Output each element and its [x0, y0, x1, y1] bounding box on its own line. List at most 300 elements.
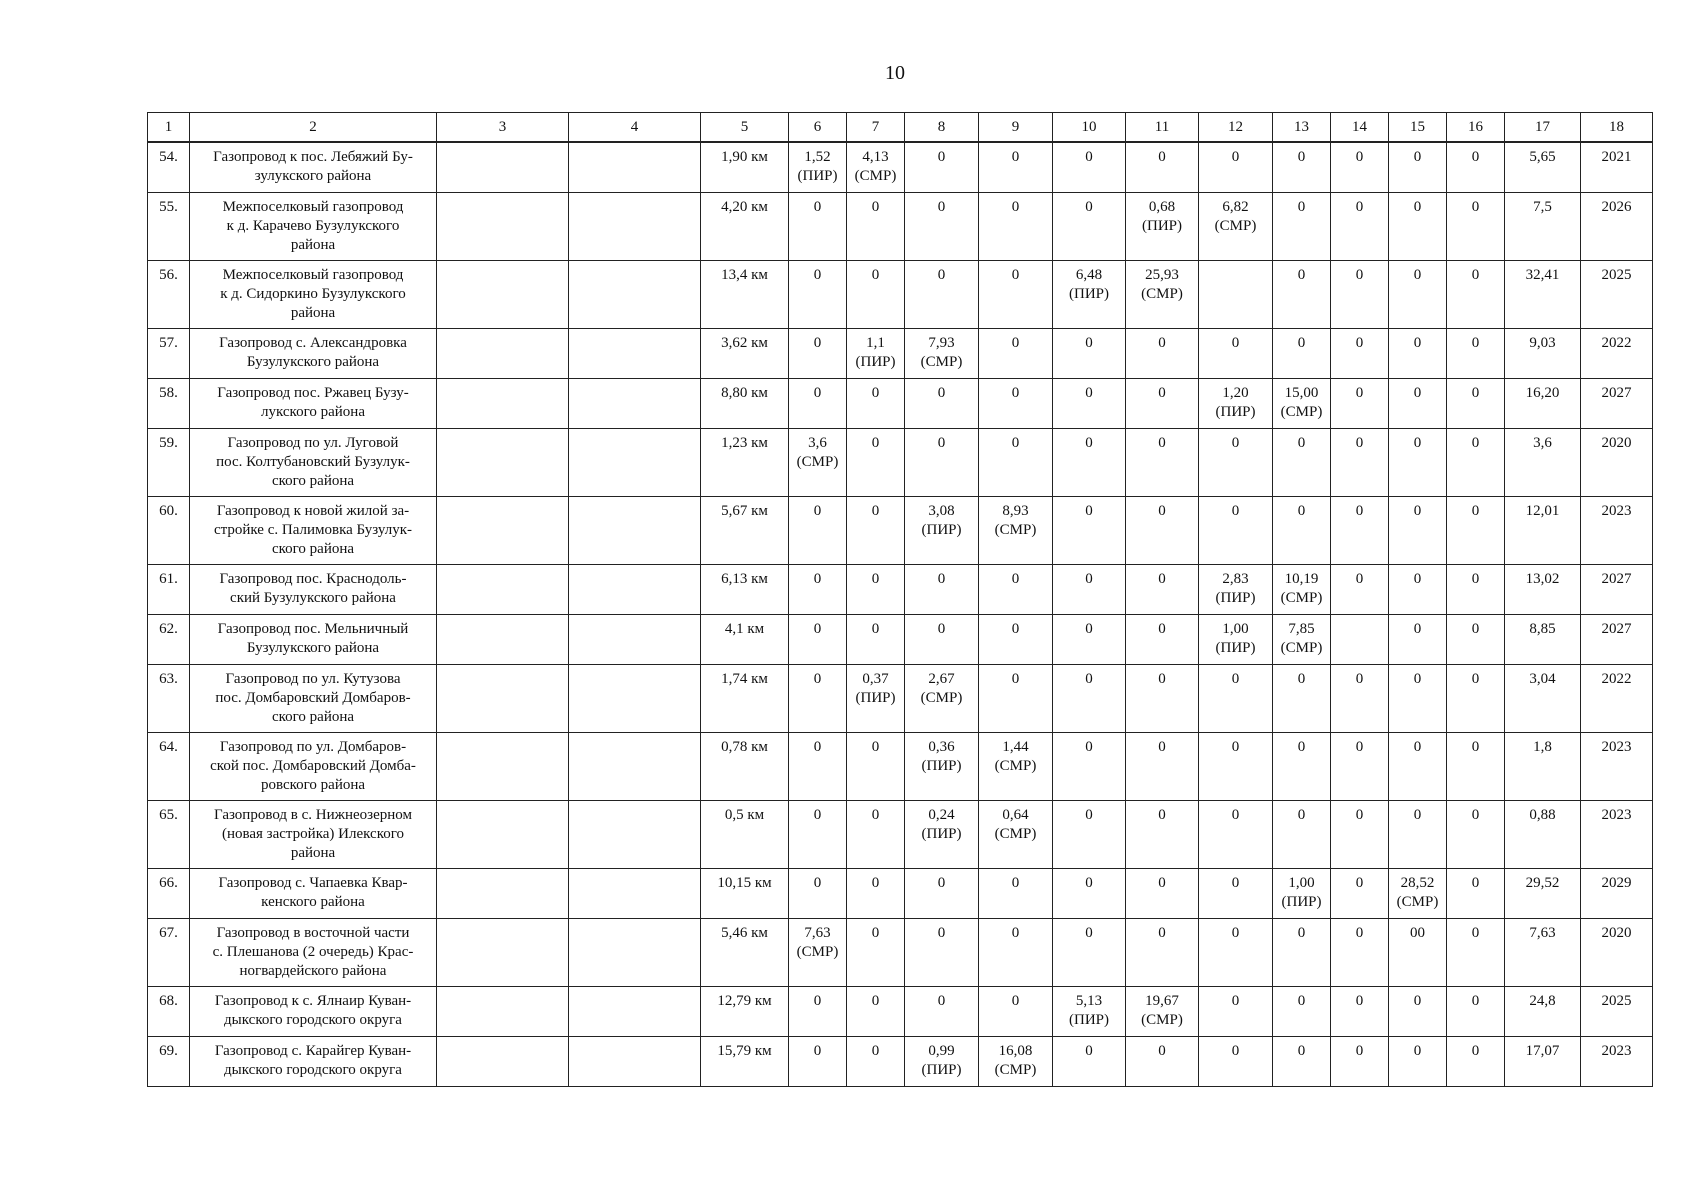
col-4-cell: [569, 664, 701, 732]
total-cell: 5,65: [1505, 142, 1581, 192]
total-cell: 0,88: [1505, 800, 1581, 868]
value-cell-col-16: 0: [1447, 614, 1505, 664]
value-cell-col-11: 0: [1126, 800, 1199, 868]
value-cell-col-15: 0: [1389, 328, 1447, 378]
value-cell-col-12: 6,82 (СМР): [1199, 192, 1273, 260]
row-number: 61.: [148, 564, 190, 614]
length-cell: 4,20 км: [701, 192, 789, 260]
value-cell-col-7: 1,1 (ПИР): [847, 328, 905, 378]
value-cell-col-11: 0: [1126, 378, 1199, 428]
object-name: Газопровод по ул. Луговой пос. Колтубановский Бузулук- ского района: [190, 428, 437, 496]
col-4-cell: [569, 564, 701, 614]
value-cell-col-13: 0: [1273, 428, 1331, 496]
col-3-cell: [437, 1036, 569, 1086]
year-cell: 2021: [1581, 142, 1653, 192]
value-cell-col-10: 0: [1053, 868, 1126, 918]
row-number: 63.: [148, 664, 190, 732]
value-cell-col-11: 0: [1126, 664, 1199, 732]
col-4-cell: [569, 378, 701, 428]
value-cell-col-10: 0: [1053, 428, 1126, 496]
object-name: Газопровод в с. Нижнеозерном (новая застройка) Илекского района: [190, 800, 437, 868]
value-cell-col-11: 0: [1126, 564, 1199, 614]
col-3-cell: [437, 918, 569, 986]
value-cell-col-12: 0: [1199, 986, 1273, 1036]
value-cell-col-6: 0: [789, 1036, 847, 1086]
total-cell: 9,03: [1505, 328, 1581, 378]
year-cell: 2022: [1581, 328, 1653, 378]
length-cell: 10,15 км: [701, 868, 789, 918]
value-cell-col-14: 0: [1331, 378, 1389, 428]
value-cell-col-16: 0: [1447, 328, 1505, 378]
value-cell-col-8: 0: [905, 192, 979, 260]
row-number: 62.: [148, 614, 190, 664]
value-cell-col-10: 0: [1053, 378, 1126, 428]
length-cell: 1,90 км: [701, 142, 789, 192]
value-cell-col-11: 0: [1126, 868, 1199, 918]
row-number: 60.: [148, 496, 190, 564]
value-cell-col-15: 0: [1389, 428, 1447, 496]
column-header-4: 4: [569, 113, 701, 143]
table-row: [148, 260, 1653, 328]
value-cell-col-11: 0: [1126, 918, 1199, 986]
value-cell-col-13: 0: [1273, 800, 1331, 868]
value-cell-col-14: 0: [1331, 142, 1389, 192]
col-3-cell: [437, 260, 569, 328]
value-cell-col-14: 0: [1331, 1036, 1389, 1086]
value-cell-col-16: 0: [1447, 564, 1505, 614]
total-cell: 8,85: [1505, 614, 1581, 664]
row-number: 64.: [148, 732, 190, 800]
value-cell-col-9: 0: [979, 614, 1053, 664]
value-cell-col-14: 0: [1331, 986, 1389, 1036]
table-row: [148, 868, 1653, 918]
total-cell: 16,20: [1505, 378, 1581, 428]
col-3-cell: [437, 378, 569, 428]
table-row: [148, 328, 1653, 378]
value-cell-col-10: 0: [1053, 918, 1126, 986]
object-name: Газопровод по ул. Домбаров- ской пос. Домбаровский Домба- ровского района: [190, 732, 437, 800]
value-cell-col-15: 0: [1389, 142, 1447, 192]
col-4-cell: [569, 260, 701, 328]
value-cell-col-16: 0: [1447, 496, 1505, 564]
value-cell-col-16: 0: [1447, 142, 1505, 192]
value-cell-col-6: 3,6 (СМР): [789, 428, 847, 496]
length-cell: 6,13 км: [701, 564, 789, 614]
row-number: 65.: [148, 800, 190, 868]
value-cell-col-12: 0: [1199, 428, 1273, 496]
value-cell-col-16: 0: [1447, 732, 1505, 800]
col-4-cell: [569, 142, 701, 192]
table-row: [148, 732, 1653, 800]
value-cell-col-9: 0,64 (СМР): [979, 800, 1053, 868]
year-cell: 2023: [1581, 1036, 1653, 1086]
table-header-row: [148, 113, 1653, 143]
value-cell-col-10: 6,48 (ПИР): [1053, 260, 1126, 328]
length-cell: 4,1 км: [701, 614, 789, 664]
row-number: 66.: [148, 868, 190, 918]
value-cell-col-7: 0: [847, 918, 905, 986]
table-row: [148, 496, 1653, 564]
total-cell: 32,41: [1505, 260, 1581, 328]
value-cell-col-8: 0: [905, 564, 979, 614]
value-cell-col-12: [1199, 260, 1273, 328]
value-cell-col-12: 0: [1199, 1036, 1273, 1086]
column-header-2: 2: [190, 113, 437, 143]
total-cell: 17,07: [1505, 1036, 1581, 1086]
value-cell-col-9: 0: [979, 428, 1053, 496]
total-cell: 7,5: [1505, 192, 1581, 260]
value-cell-col-13: 0: [1273, 1036, 1331, 1086]
value-cell-col-7: 0: [847, 1036, 905, 1086]
total-cell: 13,02: [1505, 564, 1581, 614]
value-cell-col-10: 0: [1053, 614, 1126, 664]
value-cell-col-13: 7,85 (СМР): [1273, 614, 1331, 664]
col-4-cell: [569, 918, 701, 986]
column-header-5: 5: [701, 113, 789, 143]
year-cell: 2027: [1581, 378, 1653, 428]
year-cell: 2025: [1581, 986, 1653, 1036]
value-cell-col-7: 0,37 (ПИР): [847, 664, 905, 732]
value-cell-col-11: 0: [1126, 732, 1199, 800]
value-cell-col-15: 0: [1389, 614, 1447, 664]
object-name: Газопровод по ул. Кутузова пос. Домбаровский Домбаров- ского района: [190, 664, 437, 732]
value-cell-col-12: 0: [1199, 664, 1273, 732]
col-3-cell: [437, 800, 569, 868]
col-4-cell: [569, 986, 701, 1036]
table-row: [148, 1036, 1653, 1086]
row-number: 68.: [148, 986, 190, 1036]
column-header-12: 12: [1199, 113, 1273, 143]
value-cell-col-8: 0: [905, 868, 979, 918]
value-cell-col-11: 19,67 (СМР): [1126, 986, 1199, 1036]
value-cell-col-12: 1,00 (ПИР): [1199, 614, 1273, 664]
year-cell: 2027: [1581, 614, 1653, 664]
col-3-cell: [437, 614, 569, 664]
value-cell-col-9: 8,93 (СМР): [979, 496, 1053, 564]
value-cell-col-16: 0: [1447, 986, 1505, 1036]
object-name: Газопровод пос. Ржавец Бузу- лукского района: [190, 378, 437, 428]
total-cell: 3,04: [1505, 664, 1581, 732]
value-cell-col-10: 0: [1053, 732, 1126, 800]
col-4-cell: [569, 800, 701, 868]
column-header-11: 11: [1126, 113, 1199, 143]
value-cell-col-7: 0: [847, 986, 905, 1036]
total-cell: 1,8: [1505, 732, 1581, 800]
value-cell-col-7: 0: [847, 732, 905, 800]
value-cell-col-13: 10,19 (СМР): [1273, 564, 1331, 614]
value-cell-col-6: 7,63 (СМР): [789, 918, 847, 986]
value-cell-col-6: 1,52 (ПИР): [789, 142, 847, 192]
col-3-cell: [437, 868, 569, 918]
value-cell-col-13: 0: [1273, 918, 1331, 986]
table-row: [148, 428, 1653, 496]
value-cell-col-11: 0: [1126, 496, 1199, 564]
year-cell: 2022: [1581, 664, 1653, 732]
col-4-cell: [569, 1036, 701, 1086]
value-cell-col-13: 15,00 (СМР): [1273, 378, 1331, 428]
length-cell: 3,62 км: [701, 328, 789, 378]
table-row: [148, 664, 1653, 732]
row-number: 55.: [148, 192, 190, 260]
value-cell-col-15: 0: [1389, 1036, 1447, 1086]
value-cell-col-14: [1331, 614, 1389, 664]
column-header-14: 14: [1331, 113, 1389, 143]
value-cell-col-12: 0: [1199, 868, 1273, 918]
row-number: 56.: [148, 260, 190, 328]
value-cell-col-14: 0: [1331, 868, 1389, 918]
total-cell: 3,6: [1505, 428, 1581, 496]
value-cell-col-7: 0: [847, 564, 905, 614]
value-cell-col-16: 0: [1447, 800, 1505, 868]
value-cell-col-6: 0: [789, 800, 847, 868]
value-cell-col-15: 0: [1389, 378, 1447, 428]
page-number: 10: [885, 62, 905, 84]
value-cell-col-16: 0: [1447, 664, 1505, 732]
value-cell-col-15: 0: [1389, 732, 1447, 800]
column-header-16: 16: [1447, 113, 1505, 143]
value-cell-col-15: 28,52 (СМР): [1389, 868, 1447, 918]
row-number: 59.: [148, 428, 190, 496]
value-cell-col-16: 0: [1447, 1036, 1505, 1086]
value-cell-col-15: 0: [1389, 496, 1447, 564]
table-row: [148, 142, 1653, 192]
column-header-1: 1: [148, 113, 190, 143]
value-cell-col-8: 2,67 (СМР): [905, 664, 979, 732]
column-header-7: 7: [847, 113, 905, 143]
table-row: [148, 986, 1653, 1036]
value-cell-col-6: 0: [789, 868, 847, 918]
row-number: 69.: [148, 1036, 190, 1086]
value-cell-col-15: 0: [1389, 260, 1447, 328]
value-cell-col-8: 0: [905, 260, 979, 328]
length-cell: 5,46 км: [701, 918, 789, 986]
value-cell-col-14: 0: [1331, 664, 1389, 732]
value-cell-col-16: 0: [1447, 378, 1505, 428]
col-4-cell: [569, 328, 701, 378]
value-cell-col-14: 0: [1331, 564, 1389, 614]
value-cell-col-14: 0: [1331, 328, 1389, 378]
value-cell-col-6: 0: [789, 732, 847, 800]
value-cell-col-16: 0: [1447, 428, 1505, 496]
length-cell: 1,74 км: [701, 664, 789, 732]
value-cell-col-9: 0: [979, 260, 1053, 328]
value-cell-col-13: 0: [1273, 328, 1331, 378]
col-3-cell: [437, 986, 569, 1036]
column-header-15: 15: [1389, 113, 1447, 143]
value-cell-col-6: 0: [789, 614, 847, 664]
value-cell-col-13: 0: [1273, 664, 1331, 732]
value-cell-col-9: 0: [979, 378, 1053, 428]
col-4-cell: [569, 614, 701, 664]
year-cell: 2023: [1581, 496, 1653, 564]
col-3-cell: [437, 496, 569, 564]
value-cell-col-6: 0: [789, 564, 847, 614]
col-3-cell: [437, 428, 569, 496]
year-cell: 2027: [1581, 564, 1653, 614]
value-cell-col-10: 0: [1053, 664, 1126, 732]
object-name: Газопровод в восточной части с. Плешанова (2 очередь) Крас- ногвардейского района: [190, 918, 437, 986]
value-cell-col-7: 0: [847, 800, 905, 868]
value-cell-col-10: 0: [1053, 800, 1126, 868]
col-3-cell: [437, 564, 569, 614]
gas-pipeline-table: [147, 112, 1653, 1087]
value-cell-col-15: 0: [1389, 986, 1447, 1036]
value-cell-col-12: 0: [1199, 800, 1273, 868]
value-cell-col-7: 4,13 (СМР): [847, 142, 905, 192]
value-cell-col-10: 0: [1053, 1036, 1126, 1086]
table-body: [148, 142, 1653, 1086]
value-cell-col-8: 0: [905, 142, 979, 192]
length-cell: 13,4 км: [701, 260, 789, 328]
column-header-3: 3: [437, 113, 569, 143]
object-name: Газопровод к новой жилой за- стройке с. Палимовка Бузулук- ского района: [190, 496, 437, 564]
value-cell-col-14: 0: [1331, 800, 1389, 868]
object-name: Межпоселковый газопровод к д. Карачево Бузулукского района: [190, 192, 437, 260]
table-row: [148, 918, 1653, 986]
table-row: [148, 192, 1653, 260]
value-cell-col-9: 0: [979, 142, 1053, 192]
object-name: Газопровод к пос. Лебяжий Бу- зулукского района: [190, 142, 437, 192]
value-cell-col-11: 0: [1126, 428, 1199, 496]
value-cell-col-8: 0,36 (ПИР): [905, 732, 979, 800]
col-4-cell: [569, 428, 701, 496]
column-header-18: 18: [1581, 113, 1653, 143]
col-4-cell: [569, 868, 701, 918]
year-cell: 2029: [1581, 868, 1653, 918]
value-cell-col-9: 16,08 (СМР): [979, 1036, 1053, 1086]
value-cell-col-10: 0: [1053, 328, 1126, 378]
value-cell-col-9: 0: [979, 564, 1053, 614]
value-cell-col-8: 0: [905, 986, 979, 1036]
value-cell-col-13: 1,00 (ПИР): [1273, 868, 1331, 918]
year-cell: 2025: [1581, 260, 1653, 328]
col-4-cell: [569, 732, 701, 800]
value-cell-col-7: 0: [847, 496, 905, 564]
value-cell-col-6: 0: [789, 328, 847, 378]
year-cell: 2020: [1581, 428, 1653, 496]
value-cell-col-7: 0: [847, 868, 905, 918]
value-cell-col-15: 0: [1389, 800, 1447, 868]
value-cell-col-14: 0: [1331, 192, 1389, 260]
value-cell-col-7: 0: [847, 428, 905, 496]
object-name: Межпоселковый газопровод к д. Сидоркино Бузулукского района: [190, 260, 437, 328]
value-cell-col-8: 0: [905, 918, 979, 986]
value-cell-col-6: 0: [789, 664, 847, 732]
value-cell-col-9: 0: [979, 328, 1053, 378]
total-cell: 12,01: [1505, 496, 1581, 564]
row-number: 54.: [148, 142, 190, 192]
value-cell-col-15: 0: [1389, 192, 1447, 260]
object-name: Газопровод с. Карайгер Куван- дыкского городского округа: [190, 1036, 437, 1086]
value-cell-col-13: 0: [1273, 260, 1331, 328]
value-cell-col-14: 0: [1331, 428, 1389, 496]
value-cell-col-16: 0: [1447, 192, 1505, 260]
table-row: [148, 378, 1653, 428]
row-number: 67.: [148, 918, 190, 986]
value-cell-col-8: 0: [905, 428, 979, 496]
value-cell-col-7: 0: [847, 260, 905, 328]
value-cell-col-13: 0: [1273, 192, 1331, 260]
value-cell-col-7: 0: [847, 614, 905, 664]
object-name: Газопровод пос. Краснодоль- ский Бузулукского района: [190, 564, 437, 614]
value-cell-col-8: 0: [905, 378, 979, 428]
total-cell: 7,63: [1505, 918, 1581, 986]
table-row: [148, 564, 1653, 614]
value-cell-col-8: 3,08 (ПИР): [905, 496, 979, 564]
length-cell: 8,80 км: [701, 378, 789, 428]
col-3-cell: [437, 328, 569, 378]
value-cell-col-15: 0: [1389, 664, 1447, 732]
length-cell: 0,5 км: [701, 800, 789, 868]
value-cell-col-12: 0: [1199, 732, 1273, 800]
value-cell-col-14: 0: [1331, 496, 1389, 564]
value-cell-col-12: 0: [1199, 328, 1273, 378]
column-header-10: 10: [1053, 113, 1126, 143]
object-name: Газопровод с. Александровка Бузулукского района: [190, 328, 437, 378]
value-cell-col-11: 25,93 (СМР): [1126, 260, 1199, 328]
value-cell-col-8: 0,24 (ПИР): [905, 800, 979, 868]
row-number: 58.: [148, 378, 190, 428]
length-cell: 15,79 км: [701, 1036, 789, 1086]
col-4-cell: [569, 192, 701, 260]
total-cell: 24,8: [1505, 986, 1581, 1036]
value-cell-col-9: 0: [979, 868, 1053, 918]
col-4-cell: [569, 496, 701, 564]
column-header-9: 9: [979, 113, 1053, 143]
year-cell: 2026: [1581, 192, 1653, 260]
value-cell-col-15: 00: [1389, 918, 1447, 986]
value-cell-col-7: 0: [847, 192, 905, 260]
value-cell-col-6: 0: [789, 986, 847, 1036]
value-cell-col-8: 0: [905, 614, 979, 664]
col-3-cell: [437, 142, 569, 192]
value-cell-col-6: 0: [789, 496, 847, 564]
value-cell-col-12: 2,83 (ПИР): [1199, 564, 1273, 614]
value-cell-col-11: 0: [1126, 1036, 1199, 1086]
value-cell-col-10: 0: [1053, 142, 1126, 192]
value-cell-col-11: 0: [1126, 614, 1199, 664]
object-name: Газопровод к с. Ялнаир Куван- дыкского городского округа: [190, 986, 437, 1036]
value-cell-col-12: 1,20 (ПИР): [1199, 378, 1273, 428]
year-cell: 2023: [1581, 800, 1653, 868]
value-cell-col-14: 0: [1331, 260, 1389, 328]
value-cell-col-6: 0: [789, 378, 847, 428]
value-cell-col-6: 0: [789, 192, 847, 260]
table-row: [148, 614, 1653, 664]
value-cell-col-11: 0: [1126, 328, 1199, 378]
col-3-cell: [437, 192, 569, 260]
value-cell-col-9: 0: [979, 192, 1053, 260]
col-3-cell: [437, 732, 569, 800]
value-cell-col-12: 0: [1199, 918, 1273, 986]
value-cell-col-16: 0: [1447, 868, 1505, 918]
length-cell: 1,23 км: [701, 428, 789, 496]
object-name: Газопровод пос. Мельничный Бузулукского района: [190, 614, 437, 664]
value-cell-col-15: 0: [1389, 564, 1447, 614]
value-cell-col-7: 0: [847, 378, 905, 428]
value-cell-col-13: 0: [1273, 142, 1331, 192]
value-cell-col-9: 1,44 (СМР): [979, 732, 1053, 800]
col-3-cell: [437, 664, 569, 732]
length-cell: 5,67 км: [701, 496, 789, 564]
value-cell-col-10: 0: [1053, 192, 1126, 260]
value-cell-col-10: 5,13 (ПИР): [1053, 986, 1126, 1036]
value-cell-col-14: 0: [1331, 918, 1389, 986]
value-cell-col-10: 0: [1053, 496, 1126, 564]
year-cell: 2023: [1581, 732, 1653, 800]
table-row: [148, 800, 1653, 868]
year-cell: 2020: [1581, 918, 1653, 986]
